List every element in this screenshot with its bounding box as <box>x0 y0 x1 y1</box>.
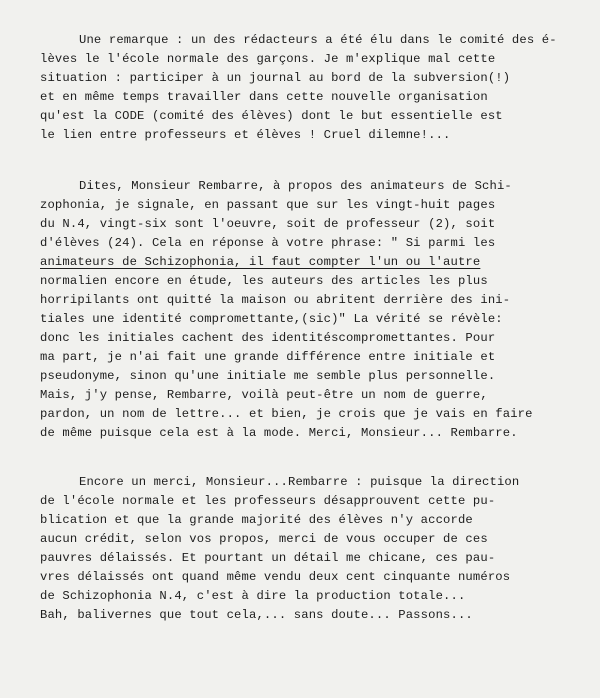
text-line: lèves le l'école normale des garçons. Je m'explique mal cette <box>40 52 496 66</box>
text-line: normalien encore en étude, les auteurs des articles les plus <box>40 274 488 288</box>
text-line: de l'école normale et les professeurs désapprouvent cette pu- <box>40 494 496 508</box>
text-line: pseudonyme, sinon qu'une initiale me semble plus personnelle. <box>40 369 496 383</box>
text-line: aucun crédit, selon vos propos, merci de vous occuper de ces <box>40 532 488 546</box>
text-line: donc les initiales cachent des identitéscompromettantes. Pour <box>40 331 496 345</box>
text-line: qu'est la CODE (comité des élèves) dont le but essentielle est <box>40 109 503 123</box>
text-line: pardon, un nom de lettre... et bien, je crois que je vais en faire <box>40 407 533 421</box>
text-line: de Schizophonia N.4, c'est à dire la production totale... <box>40 589 466 603</box>
text-line: pauvres délaissés. Et pourtant un détail me chicane, ces pau- <box>40 551 496 565</box>
text-line: de même puisque cela est à la mode. Merci, Monsieur... Rembarre. <box>40 426 518 440</box>
text-line-underlined: animateurs de Schizophonia, il faut compter l'un ou l'autre <box>40 255 481 269</box>
text-line: Encore un merci, Monsieur...Rembarre : puisque la direction <box>79 475 520 489</box>
text-line: Dites, Monsieur Rembarre, à propos des animateurs de Schi- <box>79 179 512 193</box>
text-line: horripilants ont quitté la maison ou abritent derrière des ini- <box>40 293 511 307</box>
text-line: tiales une identité compromettante,(sic)" La vérité se révèle: <box>40 312 503 326</box>
text-line: blication et que la grande majorité des élèves n'y accorde <box>40 513 473 527</box>
text-line: situation : participer à un journal au bord de la subversion(!) <box>40 71 511 85</box>
text-line: zophonia, je signale, en passant que sur les vingt-huit pages <box>40 198 496 212</box>
text-line: d'élèves (24). Cela en réponse à votre phrase: " Si parmi les <box>40 236 496 250</box>
text-line: du N.4, vingt-six sont l'oeuvre, soit de professeur (2), soit <box>40 217 496 231</box>
text-line: Une remarque : un des rédacteurs a été élu dans le comité des é- <box>79 33 557 47</box>
text-line: le lien entre professeurs et élèves ! Cruel dilemne!... <box>40 128 451 142</box>
text-line: Mais, j'y pense, Rembarre, voilà peut-être un nom de guerre, <box>40 388 488 402</box>
text-line: Bah, balivernes que tout cela,... sans doute... Passons... <box>40 608 473 622</box>
text-line: et en même temps travailler dans cette nouvelle organisation <box>40 90 488 104</box>
text-line: ma part, je n'ai fait une grande différence entre initiale et <box>40 350 496 364</box>
text-line: vres délaissés ont quand même vendu deux cent cinquante numéros <box>40 570 511 584</box>
